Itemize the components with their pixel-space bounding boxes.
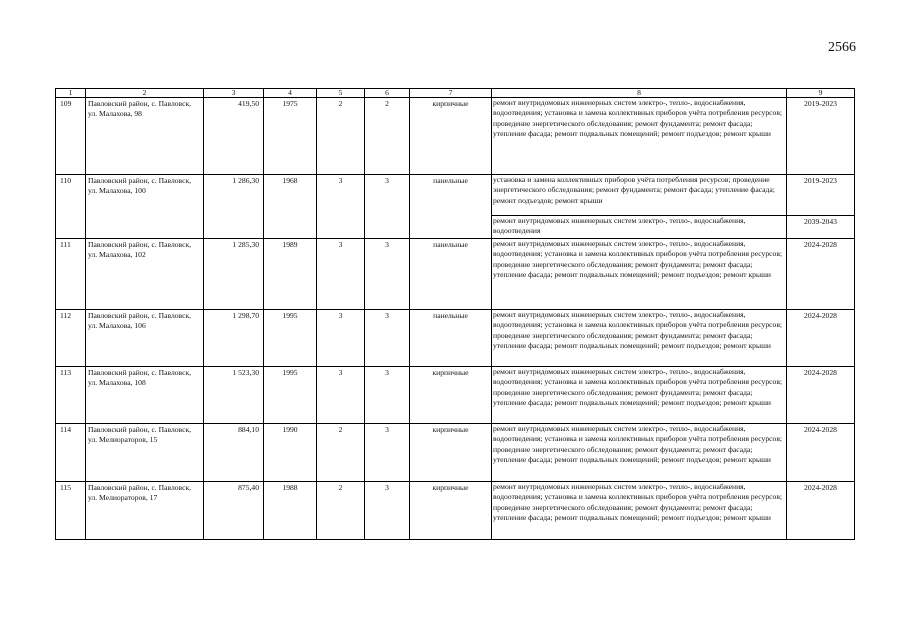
floors-cell: 2 [317,482,365,540]
floors-cell: 2 [317,98,365,175]
period-cell: 2019-2023 [787,98,855,175]
table-row [56,310,855,367]
table-row [56,424,855,482]
floors-cell: 3 [317,310,365,367]
wall-material-cell: кирпичные [410,98,492,175]
table-row [56,175,855,216]
floors-cell: 3 [317,239,365,310]
column-number-row [56,89,855,98]
column-header: 1 [56,89,86,98]
table-row [56,98,855,175]
works-cell: ремонт внутридомовых инженерных систем электро-, тепло-, водоснабжения, водоотведения; установка и замена коллективных приборов учёта потребления ресурсов; проведение энергетического обследования; ремонт фундамента; ремонт фасада; утепление фасада; ремонт подвальных помещений; ремонт подъездов; ремонт крыши [492,98,787,175]
floors-cell: 3 [317,367,365,424]
area-cell: 875,40 [204,482,264,540]
works-cell: ремонт внутридомовых инженерных систем электро-, тепло-, водоснабжения, водоотведения; установка и замена коллективных приборов учёта потребления ресурсов; проведение энергетического обследования; ремонт фундамента; ремонт фасада; утепление фасада; ремонт подвальных помещений; ремонт подъездов; ремонт крыши [492,367,787,424]
wall-material-cell: панельные [410,175,492,239]
column-header: 7 [410,89,492,98]
address-cell: Павловский район, с. Павловск, ул. Малахова, 108 [86,367,204,424]
area-cell: 1 298,70 [204,310,264,367]
entrances-cell: 2 [365,98,410,175]
address-cell: Павловский район, с. Павловск, ул. Малахова, 98 [86,98,204,175]
column-header: 5 [317,89,365,98]
floors-cell: 2 [317,424,365,482]
period-cell: 2024-2028 [787,367,855,424]
row-number-cell: 109 [56,98,86,175]
table-row [56,482,855,540]
period-cell: 2024-2028 [787,482,855,540]
table-row [56,367,855,424]
row-number-cell: 115 [56,482,86,540]
area-cell: 884,10 [204,424,264,482]
column-header: 8 [492,89,787,98]
wall-material-cell: панельные [410,310,492,367]
page-number: 2566 [828,40,856,55]
works-cell: ремонт внутридомовых инженерных систем электро-, тепло-, водоснабжения, водоотведения [492,216,787,239]
row-number-cell: 112 [56,310,86,367]
period-cell: 2019-2023 [787,175,855,216]
floors-cell: 3 [317,175,365,239]
works-cell: ремонт внутридомовых инженерных систем электро-, тепло-, водоснабжения, водоотведения; установка и замена коллективных приборов учёта потребления ресурсов; проведение энергетического обследования; ремонт фундамента; ремонт фасада; утепление фасада; ремонт подвальных помещений; ремонт подъездов; ремонт крыши [492,424,787,482]
wall-material-cell: панельные [410,239,492,310]
entrances-cell: 3 [365,310,410,367]
row-number-cell: 114 [56,424,86,482]
housing-repair-table [55,88,855,540]
area-cell: 1 285,30 [204,239,264,310]
works-cell: установка и замена коллективных приборов учёта потребления ресурсов; проведение энергетического обследования; ремонт фундамента; ремонт фасада; утепление фасада; ремонт подъездов; ремонт крыши [492,175,787,216]
period-cell: 2024-2028 [787,239,855,310]
row-number-cell: 111 [56,239,86,310]
address-cell: Павловский район, с. Павловск, ул. Малахова, 106 [86,310,204,367]
area-cell: 419,50 [204,98,264,175]
year-cell: 1990 [264,424,317,482]
period-cell: 2024-2028 [787,424,855,482]
table-row [56,239,855,310]
year-cell: 1995 [264,367,317,424]
year-cell: 1975 [264,98,317,175]
area-cell: 1 286,30 [204,175,264,239]
entrances-cell: 3 [365,424,410,482]
year-cell: 1989 [264,239,317,310]
works-cell: ремонт внутридомовых инженерных систем электро-, тепло-, водоснабжения, водоотведения; установка и замена коллективных приборов учёта потребления ресурсов; проведение энергетического обследования; ремонт фундамента; ремонт фасада; утепление фасада; ремонт подвальных помещений; ремонт подъездов; ремонт крыши [492,310,787,367]
wall-material-cell: кирпичные [410,482,492,540]
address-cell: Павловский район, с. Павловск, ул. Малахова, 100 [86,175,204,239]
column-header: 3 [204,89,264,98]
address-cell: Павловский район, с. Павловск, ул. Малахова, 102 [86,239,204,310]
column-header: 6 [365,89,410,98]
address-cell: Павловский район, с. Павловск, ул. Мелиораторов, 15 [86,424,204,482]
column-header: 9 [787,89,855,98]
entrances-cell: 3 [365,367,410,424]
column-header: 4 [264,89,317,98]
row-number-cell: 113 [56,367,86,424]
table-body [56,98,855,540]
period-cell: 2039-2043 [787,216,855,239]
period-cell: 2024-2028 [787,310,855,367]
works-cell: ремонт внутридомовых инженерных систем электро-, тепло-, водоснабжения, водоотведения; установка и замена коллективных приборов учёта потребления ресурсов; проведение энергетического обследования; ремонт фундамента; ремонт фасада; утепление фасада; ремонт подвальных помещений; ремонт подъездов; ремонт крыши [492,239,787,310]
entrances-cell: 3 [365,239,410,310]
wall-material-cell: кирпичные [410,424,492,482]
works-cell: ремонт внутридомовых инженерных систем электро-, тепло-, водоснабжения, водоотведения; установка и замена коллективных приборов учёта потребления ресурсов; проведение энергетического обследования; ремонт фундамента; ремонт фасада; утепление фасада; ремонт подвальных помещений; ремонт подъездов; ремонт крыши [492,482,787,540]
area-cell: 1 523,30 [204,367,264,424]
wall-material-cell: кирпичные [410,367,492,424]
year-cell: 1968 [264,175,317,239]
address-cell: Павловский район, с. Павловск, ул. Мелиораторов, 17 [86,482,204,540]
entrances-cell: 3 [365,175,410,239]
entrances-cell: 3 [365,482,410,540]
year-cell: 1988 [264,482,317,540]
year-cell: 1995 [264,310,317,367]
column-header: 2 [86,89,204,98]
row-number-cell: 110 [56,175,86,239]
